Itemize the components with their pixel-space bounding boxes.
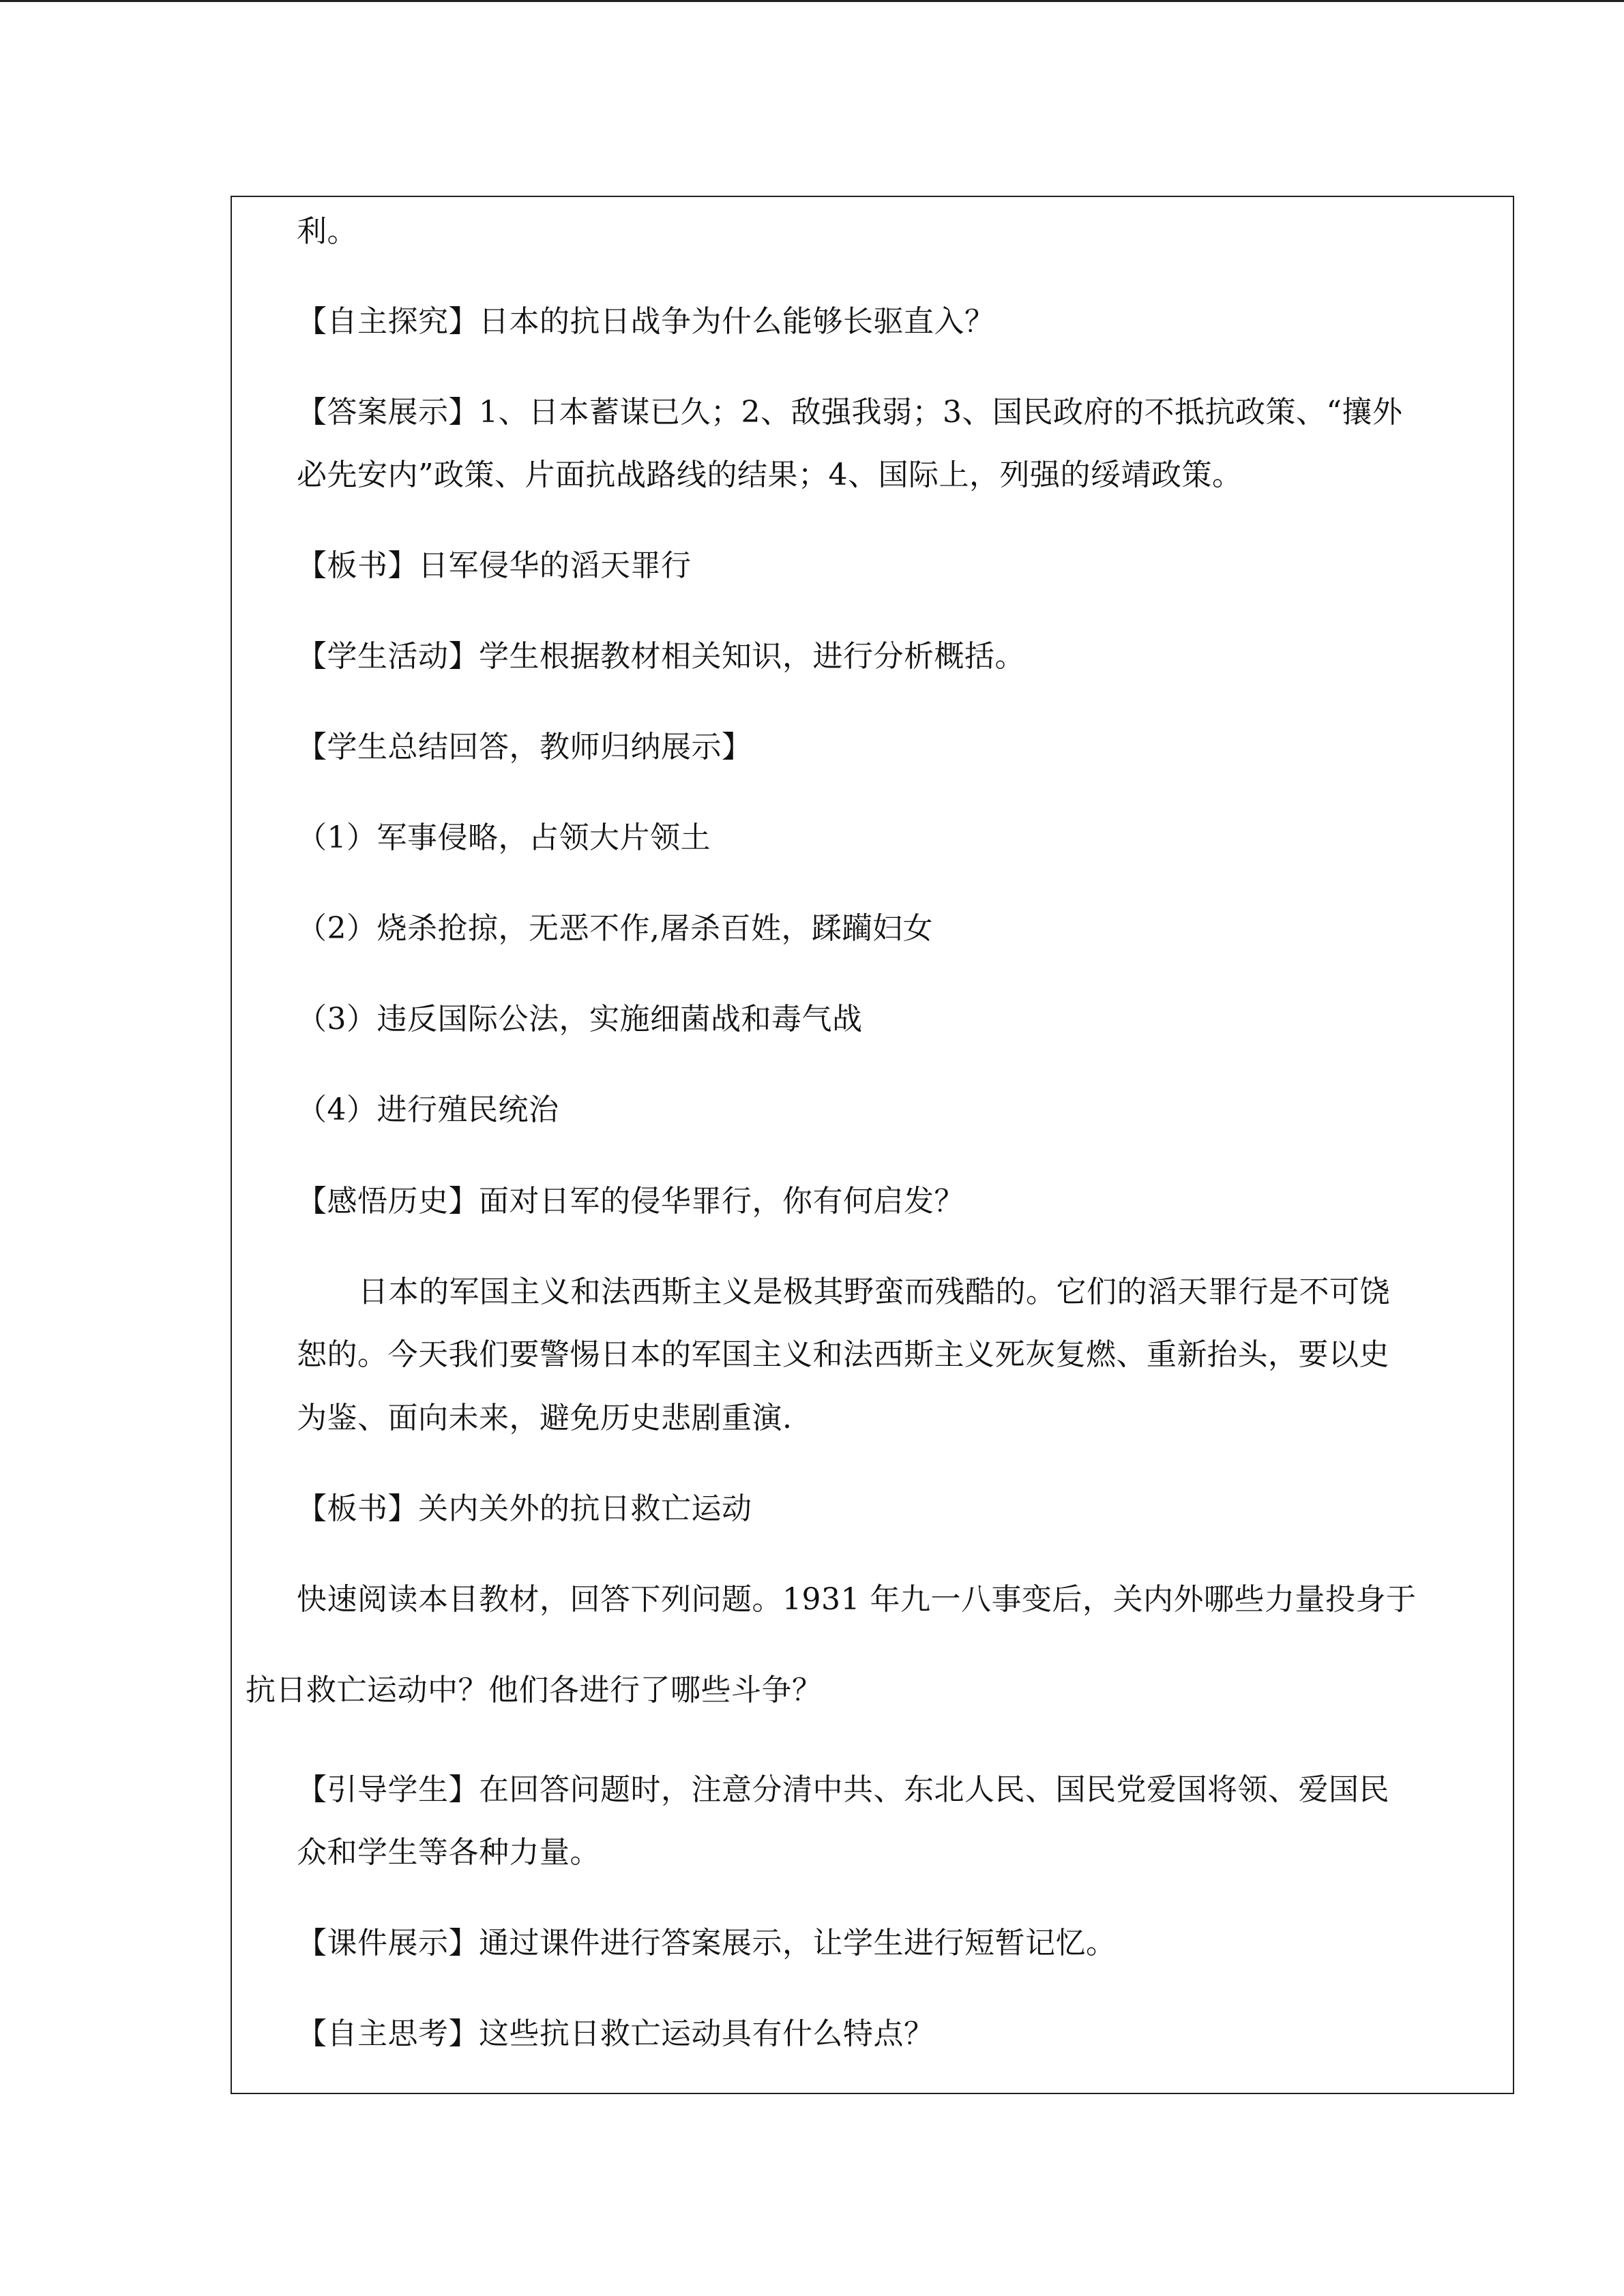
- text-line: 众和学生等各种力量。: [297, 1835, 600, 1870]
- text-line: 【引导学生】在回答问题时，注意分清中共、东北人民、国民党爱国将领、爱国民: [297, 1772, 1389, 1807]
- text-line: 为鉴、面向未来，避免历史悲剧重演.: [297, 1401, 793, 1435]
- text-line: 抗日救亡运动中？他们各进行了哪些斗争？: [246, 1673, 823, 1708]
- text-line: 快速阅读本目教材，回答下列问题。1931 年九一八事变后，关内外哪些力量投身于: [297, 1582, 1417, 1617]
- text-line: （4）进行殖民统治: [297, 1092, 559, 1127]
- text-line: 必先安内”政策、片面抗战路线的结果；4、国际上，列强的绥靖政策。: [297, 458, 1243, 492]
- text-line: （1）军事侵略，占领大片领土: [297, 820, 711, 855]
- text-line: 【学生总结回答，教师归纳展示】: [297, 730, 752, 764]
- text-line: 【答案展示】1、日本蓄谋已久；2、敌强我弱；3、国民政府的不抵抗政策、“攘外: [297, 395, 1403, 430]
- lesson-plan-content-box: [231, 196, 1514, 2094]
- text-line: 【板书】关内关外的抗日救亡运动: [297, 1491, 752, 1526]
- text-line: 恕的。今天我们要警惕日本的军国主义和法西斯主义死灰复燃、重新抬头，要以史: [297, 1337, 1389, 1372]
- text-line: （2）烧杀抢掠，无恶不作,屠杀百姓，蹂躏妇女: [297, 911, 933, 946]
- page-top-rule: [0, 0, 1624, 2]
- text-line: 【感悟历史】面对日军的侵华罪行，你有何启发？: [297, 1184, 964, 1219]
- text-line: 【学生活动】学生根据教材相关知识，进行分析概括。: [297, 639, 1025, 674]
- text-line: 【自主探究】日本的抗日战争为什么能够长驱直入？: [297, 304, 995, 339]
- text-line: 【课件展示】通过课件进行答案展示，让学生进行短暂记忆。: [297, 1926, 1117, 1960]
- text-line: 日本的军国主义和法西斯主义是极其野蛮而残酷的。它们的滔天罪行是不可饶: [358, 1274, 1390, 1309]
- text-line: 【板书】日军侵华的滔天罪行: [297, 548, 692, 583]
- text-line: 【自主思考】这些抗日救亡运动具有什么特点？: [297, 2016, 934, 2051]
- text-line: 利。: [297, 214, 357, 249]
- text-line: （3）违反国际公法，实施细菌战和毒气战: [297, 1002, 863, 1037]
